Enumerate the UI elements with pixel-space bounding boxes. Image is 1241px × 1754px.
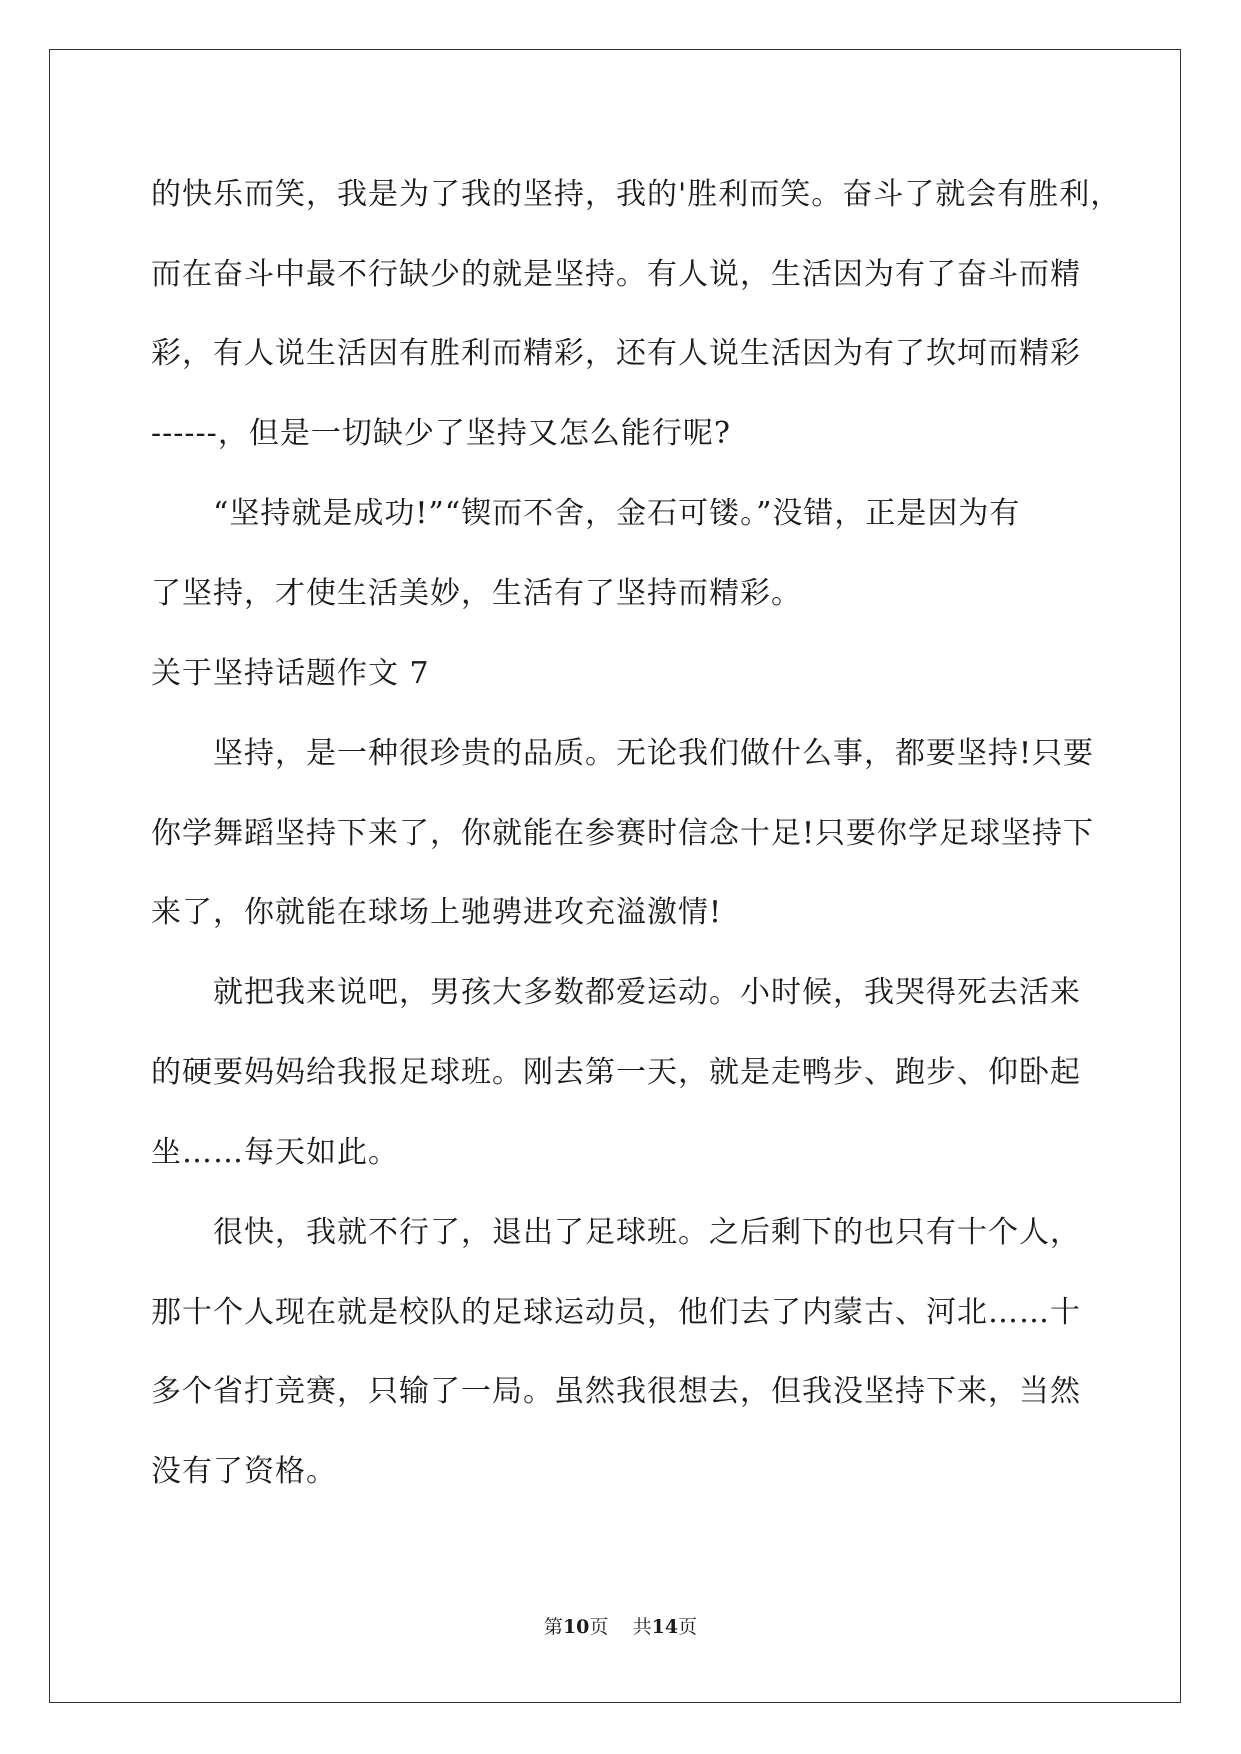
- page-suffix: 页: [589, 1616, 609, 1638]
- page-prefix: 第: [543, 1616, 563, 1638]
- text-line: ------，但是一切缺少了坚持又怎么能行呢?: [151, 416, 731, 451]
- total-suffix: 页: [678, 1616, 698, 1638]
- text-line: 很快，我就不行了，退出了足球班。之后剩下的也只有十个人，: [213, 1215, 1081, 1250]
- text-line: 就把我来说吧，男孩大多数都爱运动。小时候，我哭得死去活来: [213, 975, 1081, 1010]
- text-line: 彩，有人说生活因有胜利而精彩，还有人说生活因为有了坎坷而精彩: [151, 336, 1081, 371]
- text-line: 而在奋斗中最不行缺少的就是坚持。有人说，生活因为有了奋斗而精: [151, 257, 1081, 292]
- text-line: 你学舞蹈坚持下来了，你就能在参赛时信念十足!只要你学足球坚持下: [151, 816, 1095, 851]
- text-line: 来了，你就能在球场上驰骋进攻充溢激情!: [151, 895, 723, 930]
- total-prefix: 共: [632, 1616, 652, 1638]
- page-number: 10: [562, 1616, 590, 1638]
- text-line: 多个省打竞赛，只输了一局。虽然我很想去，但我没坚持下来，当然: [151, 1374, 1081, 1409]
- text-line: 了坚持，才使生活美妙，生活有了坚持而精彩。: [151, 576, 802, 611]
- text-line: 坐……每天如此。: [151, 1135, 399, 1170]
- total-pages: 14: [651, 1616, 679, 1638]
- page-footer: [0, 1615, 1241, 1639]
- text-line: 那十个人现在就是校队的足球运动员，他们去了内蒙古、河北……十: [151, 1295, 1081, 1330]
- text-line: 坚持，是一种很珍贵的品质。无论我们做什么事，都要坚持!只要: [213, 736, 1095, 771]
- text-line: 的快乐而笑，我是为了我的坚持，我的'胜利而笑。奋斗了就会有胜利，: [151, 177, 1122, 212]
- section-heading: 关于坚持话题作文 7: [151, 656, 430, 691]
- text-line: 没有了资格。: [151, 1454, 337, 1489]
- text-line: 的硬要妈妈给我报足球班。刚去第一天，就是走鸭步、跑步、仰卧起: [151, 1055, 1081, 1090]
- text-line: “坚持就是成功!”“锲而不舍，金石可镂。”没错，正是因为有: [213, 496, 1021, 531]
